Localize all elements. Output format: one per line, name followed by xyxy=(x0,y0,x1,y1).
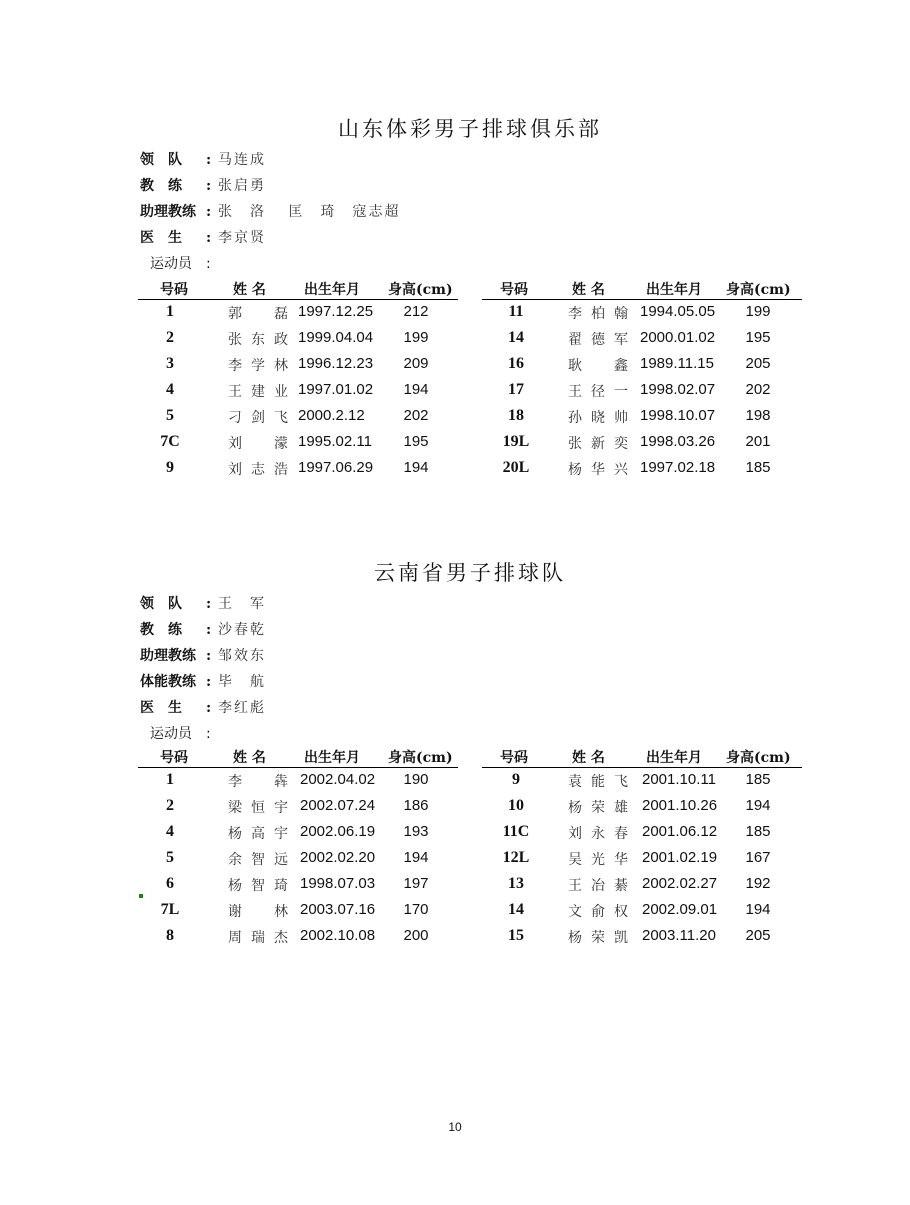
player-row xyxy=(482,433,802,459)
staff-label: 领 队 xyxy=(140,152,182,168)
player-name: 余智远 xyxy=(228,852,288,868)
player-number: 17 xyxy=(508,381,524,398)
player-number: 8 xyxy=(166,927,174,944)
player-name: 杨荣雄 xyxy=(568,800,628,816)
staff-row: 领 队 : 马连成 xyxy=(140,149,266,173)
player-number: 12L xyxy=(502,849,530,866)
player-row xyxy=(482,303,802,329)
player-birth: 2001.06.12 xyxy=(642,823,718,840)
roster-header xyxy=(138,747,458,768)
player-row xyxy=(138,433,458,459)
player-birth: 2001.10.11 xyxy=(642,771,716,788)
player-birth: 1997.01.02 xyxy=(298,381,374,398)
player-height: 195 xyxy=(745,329,771,346)
player-row xyxy=(482,823,802,849)
player-row xyxy=(138,407,458,433)
player-birth: 1998.07.03 xyxy=(300,875,376,892)
player-number: 11C xyxy=(502,823,530,840)
player-number: 14 xyxy=(508,901,524,918)
header-height: 身高(cm) xyxy=(388,750,453,766)
staff-value: 马连成 xyxy=(218,152,266,168)
staff-value: 毕 航 xyxy=(218,674,266,690)
player-number: 5 xyxy=(166,849,174,866)
player-number: 1 xyxy=(166,771,174,788)
player-name: 吴光华 xyxy=(568,852,628,868)
player-row xyxy=(138,823,458,849)
staff-row: 领 队 : 王 军 xyxy=(140,593,266,617)
player-birth: 1994.05.05 xyxy=(640,303,716,320)
player-height: 200 xyxy=(403,927,429,944)
player-row xyxy=(138,381,458,407)
player-row xyxy=(482,771,802,797)
player-number: 2 xyxy=(166,329,174,346)
player-height: 186 xyxy=(403,797,429,814)
player-number: 2 xyxy=(166,797,174,814)
player-birth: 2000.01.02 xyxy=(640,329,716,346)
header-height: 身高(cm) xyxy=(388,282,453,298)
player-name: 谢林 xyxy=(228,904,288,920)
header-height: 身高(cm) xyxy=(726,282,791,298)
player-birth: 2003.11.20 xyxy=(642,927,716,944)
player-row xyxy=(482,407,802,433)
staff-value: 李红彪 xyxy=(218,700,266,716)
team-title: 云南省男子排球队 xyxy=(374,561,566,585)
player-number: 9 xyxy=(512,771,520,788)
header-name: 姓 名 xyxy=(233,750,266,766)
player-number: 4 xyxy=(166,381,174,398)
player-number: 3 xyxy=(166,355,174,372)
player-number: 4 xyxy=(166,823,174,840)
player-row xyxy=(482,459,802,485)
staff-value: 张 洛 匡 琦 寇志超 xyxy=(218,204,401,220)
player-height: 212 xyxy=(403,303,429,320)
player-name: 刘濛 xyxy=(228,436,288,452)
player-birth: 1989.11.15 xyxy=(640,355,714,372)
header-birth: 出生年月 xyxy=(304,282,360,298)
player-name: 杨智琦 xyxy=(228,878,288,894)
staff-label: 教 练 xyxy=(140,178,182,194)
player-birth: 2002.07.24 xyxy=(300,797,376,814)
player-birth: 1995.02.11 xyxy=(298,433,372,450)
player-number: 20L xyxy=(502,459,530,476)
header-birth: 出生年月 xyxy=(646,282,702,298)
player-row xyxy=(482,797,802,823)
staff-value: 沙春乾 xyxy=(218,622,266,638)
staff-row: 医 生 : 李红彪 xyxy=(140,697,266,721)
player-height: 202 xyxy=(403,407,429,424)
player-birth: 1998.03.26 xyxy=(640,433,716,450)
player-number: 19L xyxy=(502,433,530,450)
player-height: 185 xyxy=(745,823,771,840)
staff-label: 医 生 xyxy=(140,230,182,246)
player-height: 167 xyxy=(745,849,771,866)
staff-value: 邹效东 xyxy=(218,648,266,664)
player-number: 14 xyxy=(508,329,524,346)
header-number: 号码 xyxy=(500,282,528,298)
player-birth: 2001.10.26 xyxy=(642,797,718,814)
player-height: 185 xyxy=(745,459,771,476)
player-name: 刘永春 xyxy=(568,826,628,842)
player-height: 197 xyxy=(403,875,429,892)
player-row xyxy=(138,771,458,797)
staff-label: 助理教练 xyxy=(140,648,196,664)
player-row xyxy=(482,329,802,355)
player-birth: 1996.12.23 xyxy=(298,355,374,372)
staff-row: 教 练 : 沙春乾 xyxy=(140,619,266,643)
player-number: 7L xyxy=(160,901,180,918)
player-name: 文俞权 xyxy=(568,904,628,920)
player-number: 15 xyxy=(508,927,524,944)
player-number: 7C xyxy=(160,433,180,450)
player-height: 198 xyxy=(745,407,771,424)
player-birth: 2000.2.12 xyxy=(298,407,365,424)
player-number: 18 xyxy=(508,407,524,424)
player-name: 李学林 xyxy=(228,358,288,374)
athletes-label: 运动员 : xyxy=(150,726,211,742)
player-height: 195 xyxy=(403,433,429,450)
player-height: 209 xyxy=(403,355,429,372)
header-number: 号码 xyxy=(500,750,528,766)
player-row xyxy=(482,849,802,875)
staff-label: 助理教练 xyxy=(140,204,196,220)
player-birth: 1998.10.07 xyxy=(640,407,716,424)
player-name: 张东政 xyxy=(228,332,288,348)
roster-header xyxy=(482,279,802,300)
player-birth: 2001.02.19 xyxy=(642,849,718,866)
staff-value: 王 军 xyxy=(218,596,266,612)
player-number: 1 xyxy=(166,303,174,320)
player-height: 202 xyxy=(745,381,771,398)
player-name: 袁能飞 xyxy=(568,774,628,790)
player-number: 11 xyxy=(508,303,524,320)
header-number: 号码 xyxy=(160,282,188,298)
player-height: 194 xyxy=(745,901,771,918)
staff-row: 医 生 : 李京贤 xyxy=(140,227,266,251)
player-height: 201 xyxy=(745,433,771,450)
player-height: 194 xyxy=(403,381,429,398)
player-height: 194 xyxy=(403,459,429,476)
header-birth: 出生年月 xyxy=(304,750,360,766)
player-height: 185 xyxy=(745,771,771,788)
staff-row: 助理教练 : 张 洛 匡 琦 寇志超 xyxy=(140,201,400,225)
athletes-label: 运动员 : xyxy=(150,256,211,272)
player-birth: 1997.02.18 xyxy=(640,459,716,476)
margin-mark xyxy=(139,894,143,898)
player-number: 13 xyxy=(508,875,524,892)
player-row xyxy=(482,901,802,927)
player-row xyxy=(138,797,458,823)
player-birth: 1999.04.04 xyxy=(298,329,374,346)
staff-label: 医 生 xyxy=(140,700,182,716)
player-number: 6 xyxy=(166,875,174,892)
player-height: 194 xyxy=(403,849,429,866)
player-row xyxy=(138,901,458,927)
player-height: 205 xyxy=(745,927,771,944)
player-number: 5 xyxy=(166,407,174,424)
player-name: 李柏翰 xyxy=(568,306,628,322)
player-row xyxy=(482,927,802,953)
player-birth: 2002.02.20 xyxy=(300,849,376,866)
player-row xyxy=(482,875,802,901)
player-birth: 1997.06.29 xyxy=(298,459,374,476)
player-row xyxy=(138,927,458,953)
player-height: 199 xyxy=(745,303,771,320)
player-row xyxy=(138,875,458,901)
staff-row: 助理教练 : 邹效东 xyxy=(140,645,266,669)
player-name: 翟德军 xyxy=(568,332,628,348)
player-height: 194 xyxy=(745,797,771,814)
player-height: 199 xyxy=(403,329,429,346)
staff-row: 教 练 : 张启勇 xyxy=(140,175,266,199)
player-birth: 2002.10.08 xyxy=(300,927,376,944)
player-height: 205 xyxy=(745,355,771,372)
player-name: 杨荣凯 xyxy=(568,930,628,946)
staff-row: 体能教练 : 毕 航 xyxy=(140,671,266,695)
player-row xyxy=(138,303,458,329)
staff-value: 李京贤 xyxy=(218,230,266,246)
header-name: 姓 名 xyxy=(572,282,605,298)
player-name: 李犇 xyxy=(228,774,288,790)
page-number: 10 xyxy=(448,1120,462,1134)
player-name: 王冶綦 xyxy=(568,878,628,894)
header-birth: 出生年月 xyxy=(646,750,702,766)
player-name: 梁恒宇 xyxy=(228,800,288,816)
header-height: 身高(cm) xyxy=(726,750,791,766)
player-height: 170 xyxy=(403,901,429,918)
staff-label: 领 队 xyxy=(140,596,182,612)
player-name: 王径一 xyxy=(568,384,628,400)
player-birth: 2002.06.19 xyxy=(300,823,376,840)
player-name: 张新奕 xyxy=(568,436,628,452)
player-name: 刁剑飞 xyxy=(228,410,288,426)
player-row xyxy=(138,355,458,381)
header-number: 号码 xyxy=(160,750,188,766)
player-number: 16 xyxy=(508,355,524,372)
player-name: 孙晓帅 xyxy=(568,410,628,426)
player-row xyxy=(482,355,802,381)
roster-header xyxy=(482,747,802,768)
staff-label: 体能教练 xyxy=(140,674,196,690)
player-height: 190 xyxy=(403,771,429,788)
player-birth: 2003.07.16 xyxy=(300,901,376,918)
roster-header xyxy=(138,279,458,300)
player-row xyxy=(138,459,458,485)
player-height: 192 xyxy=(745,875,771,892)
player-birth: 2002.04.02 xyxy=(300,771,376,788)
player-name: 周瑞杰 xyxy=(228,930,288,946)
player-birth: 2002.02.27 xyxy=(642,875,718,892)
player-birth: 2002.09.01 xyxy=(642,901,718,918)
player-birth: 1998.02.07 xyxy=(640,381,716,398)
header-name: 姓 名 xyxy=(572,750,605,766)
player-name: 杨华兴 xyxy=(568,462,628,478)
player-number: 9 xyxy=(166,459,174,476)
staff-label: 教 练 xyxy=(140,622,182,638)
player-row xyxy=(138,849,458,875)
player-row xyxy=(482,381,802,407)
player-number: 10 xyxy=(508,797,524,814)
player-name: 王建业 xyxy=(228,384,288,400)
player-name: 杨高宇 xyxy=(228,826,288,842)
player-birth: 1997.12.25 xyxy=(298,303,374,320)
player-height: 193 xyxy=(403,823,429,840)
header-name: 姓 名 xyxy=(233,282,266,298)
player-name: 耿鑫 xyxy=(568,358,628,374)
team-title: 山东体彩男子排球俱乐部 xyxy=(338,117,602,141)
staff-value: 张启勇 xyxy=(218,178,266,194)
player-row xyxy=(138,329,458,355)
player-name: 刘志浩 xyxy=(228,462,288,478)
player-name: 郭磊 xyxy=(228,306,288,322)
